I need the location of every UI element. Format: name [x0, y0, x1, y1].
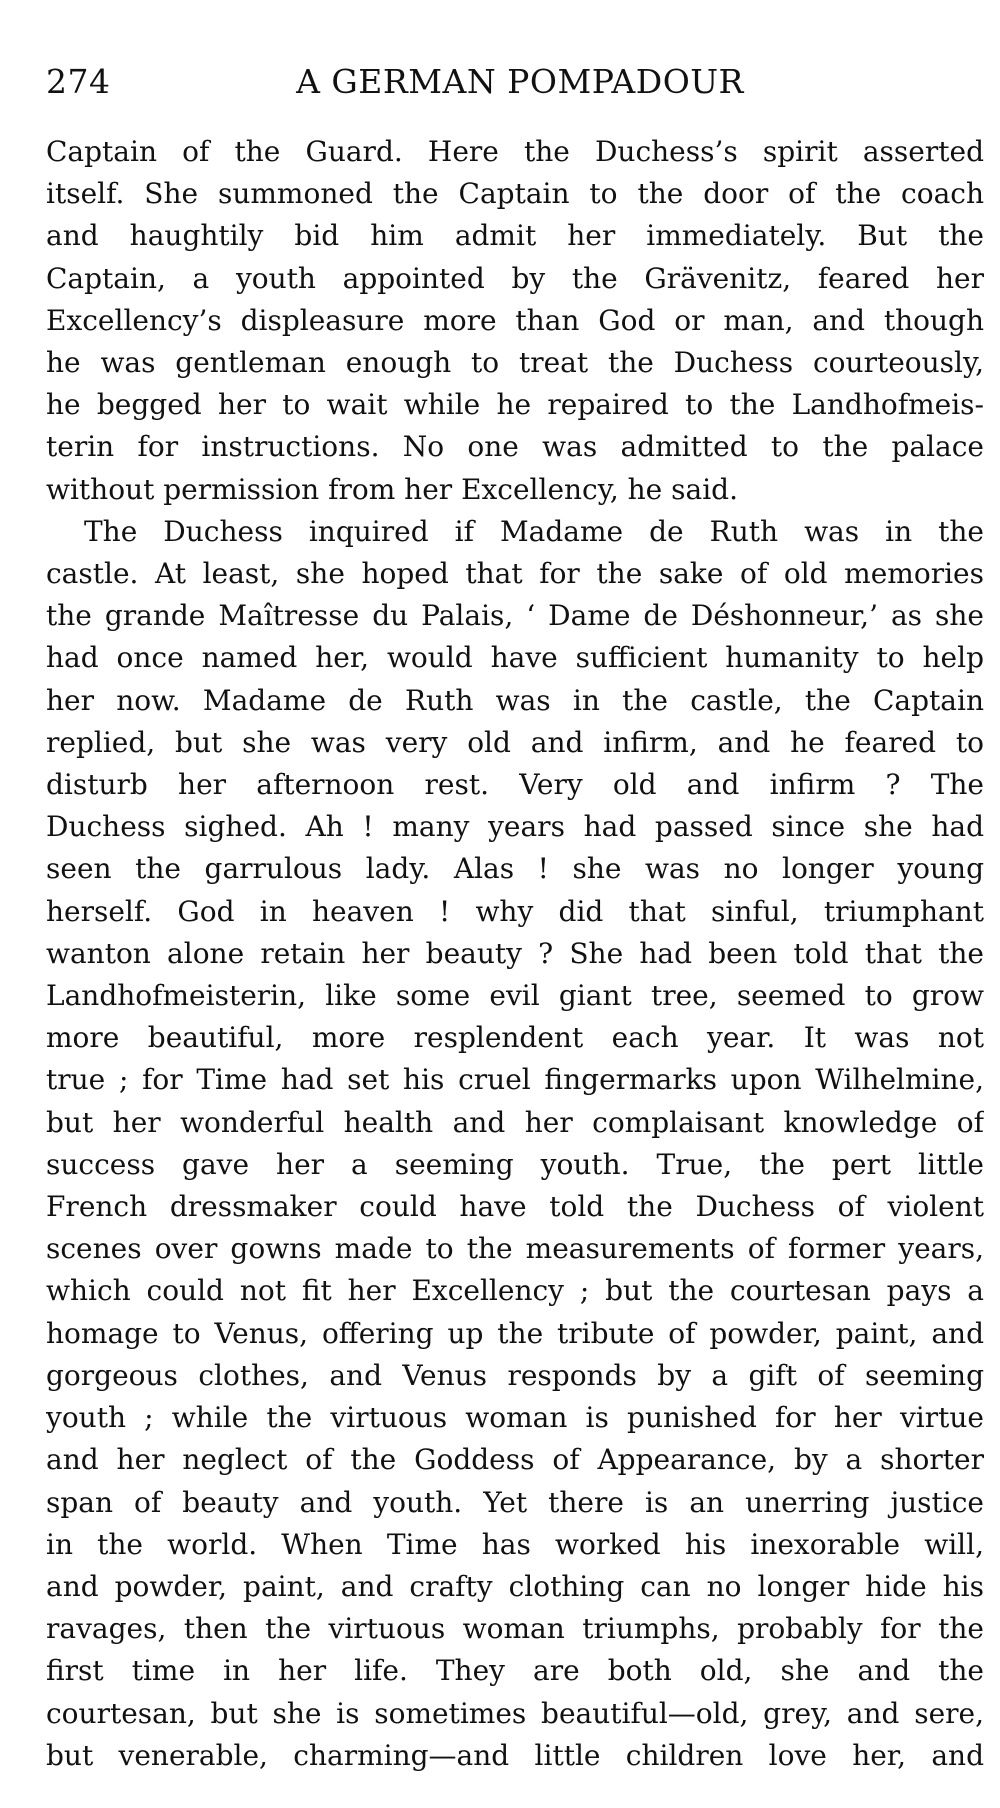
text-line: he begged her to wait while he repaired to the Landhofmeis-	[46, 388, 984, 422]
text-line: and haughtily bid him admit her immediately. But the	[46, 219, 984, 253]
text-line: success gave her a seeming youth. True, the pert little	[46, 1147, 984, 1181]
text-line: itself. She summoned the Captain to the door of the coach	[46, 177, 984, 211]
page-header	[46, 58, 984, 106]
text-line: youth ; while the virtuous woman is punished for her virtue	[46, 1401, 984, 1435]
text-line: Excellency’s displeasure more than God or man, and though	[46, 303, 984, 337]
text-line: Landhofmeisterin, like some evil giant tree, seemed to grow	[46, 979, 984, 1013]
text-line: span of beauty and youth. Yet there is an unerring justice	[46, 1485, 984, 1519]
running-title: A GERMAN POMPADOUR	[296, 62, 744, 101]
text-line: disturb her afternoon rest. Very old and infirm ? The	[46, 768, 984, 802]
text-line: which could not fit her Excellency ; but the courtesan pays a	[46, 1274, 984, 1308]
text-line: Duchess sighed. Ah ! many years had passed since she had	[46, 810, 984, 844]
text-line: and powder, paint, and crafty clothing can no longer hide his	[46, 1569, 984, 1603]
paragraph	[46, 131, 984, 511]
text-line: Captain of the Guard. Here the Duchess’s spirit asserted	[46, 135, 984, 168]
text-line: replied, but she was very old and infirm, and he feared to	[46, 725, 984, 759]
book-page	[46, 58, 984, 1777]
page-number: 274	[46, 62, 111, 101]
text-line: ravages, then the virtuous woman triumphs, probably for the	[46, 1612, 984, 1646]
text-line: scenes over gowns made to the measurements of former years,	[46, 1232, 984, 1266]
text-line: gorgeous clothes, and Venus responds by a gift of seeming	[46, 1358, 984, 1392]
text-line: without permission from her Excellency, he said.	[46, 472, 738, 506]
text-line: seen the garrulous lady. Alas ! she was no longer young	[46, 852, 984, 886]
text-line: The Duchess inquired if Madame de Ruth was in the	[84, 514, 984, 548]
text-line: castle. At least, she hoped that for the sake of old memories	[46, 557, 984, 591]
text-line: in the world. When Time has worked his inexorable will,	[46, 1527, 984, 1561]
text-line: terin for instructions. No one was admitted to the palace	[46, 430, 984, 464]
text-line: and her neglect of the Goddess of Appearance, by a shorter	[46, 1443, 984, 1477]
text-line: first time in her life. They are both old, she and the	[46, 1654, 984, 1688]
text-line: Captain, a youth appointed by the Grävenitz, feared her	[46, 261, 984, 295]
text-line: but venerable, charming—and little children love her, and	[46, 1738, 984, 1772]
text-line: French dressmaker could have told the Duchess of violent	[46, 1190, 984, 1224]
text-line: herself. God in heaven ! why did that sinful, triumphant	[46, 894, 984, 928]
text-line: her now. Madame de Ruth was in the castle, the Captain	[46, 683, 984, 717]
text-line: homage to Venus, offering up the tribute of powder, paint, and	[46, 1316, 984, 1350]
paragraph	[46, 511, 984, 1777]
text-line: wanton alone retain her beauty ? She had been told that the	[46, 936, 984, 970]
text-line: but her wonderful health and her complaisant knowledge of	[46, 1105, 984, 1139]
text-line: more beautiful, more resplendent each year. It was not	[46, 1021, 984, 1055]
body-text	[46, 131, 984, 1777]
text-line: the grande Maîtresse du Palais, ‘ Dame de Déshonneur,’ as she	[46, 599, 984, 633]
text-line: courtesan, but she is sometimes beautiful—old, grey, and sere,	[46, 1696, 984, 1730]
text-line: had once named her, would have sufficient humanity to help	[46, 641, 984, 675]
text-line: he was gentleman enough to treat the Duchess courteously,	[46, 346, 984, 380]
text-line: true ; for Time had set his cruel fingermarks upon Wilhelmine,	[46, 1063, 984, 1097]
